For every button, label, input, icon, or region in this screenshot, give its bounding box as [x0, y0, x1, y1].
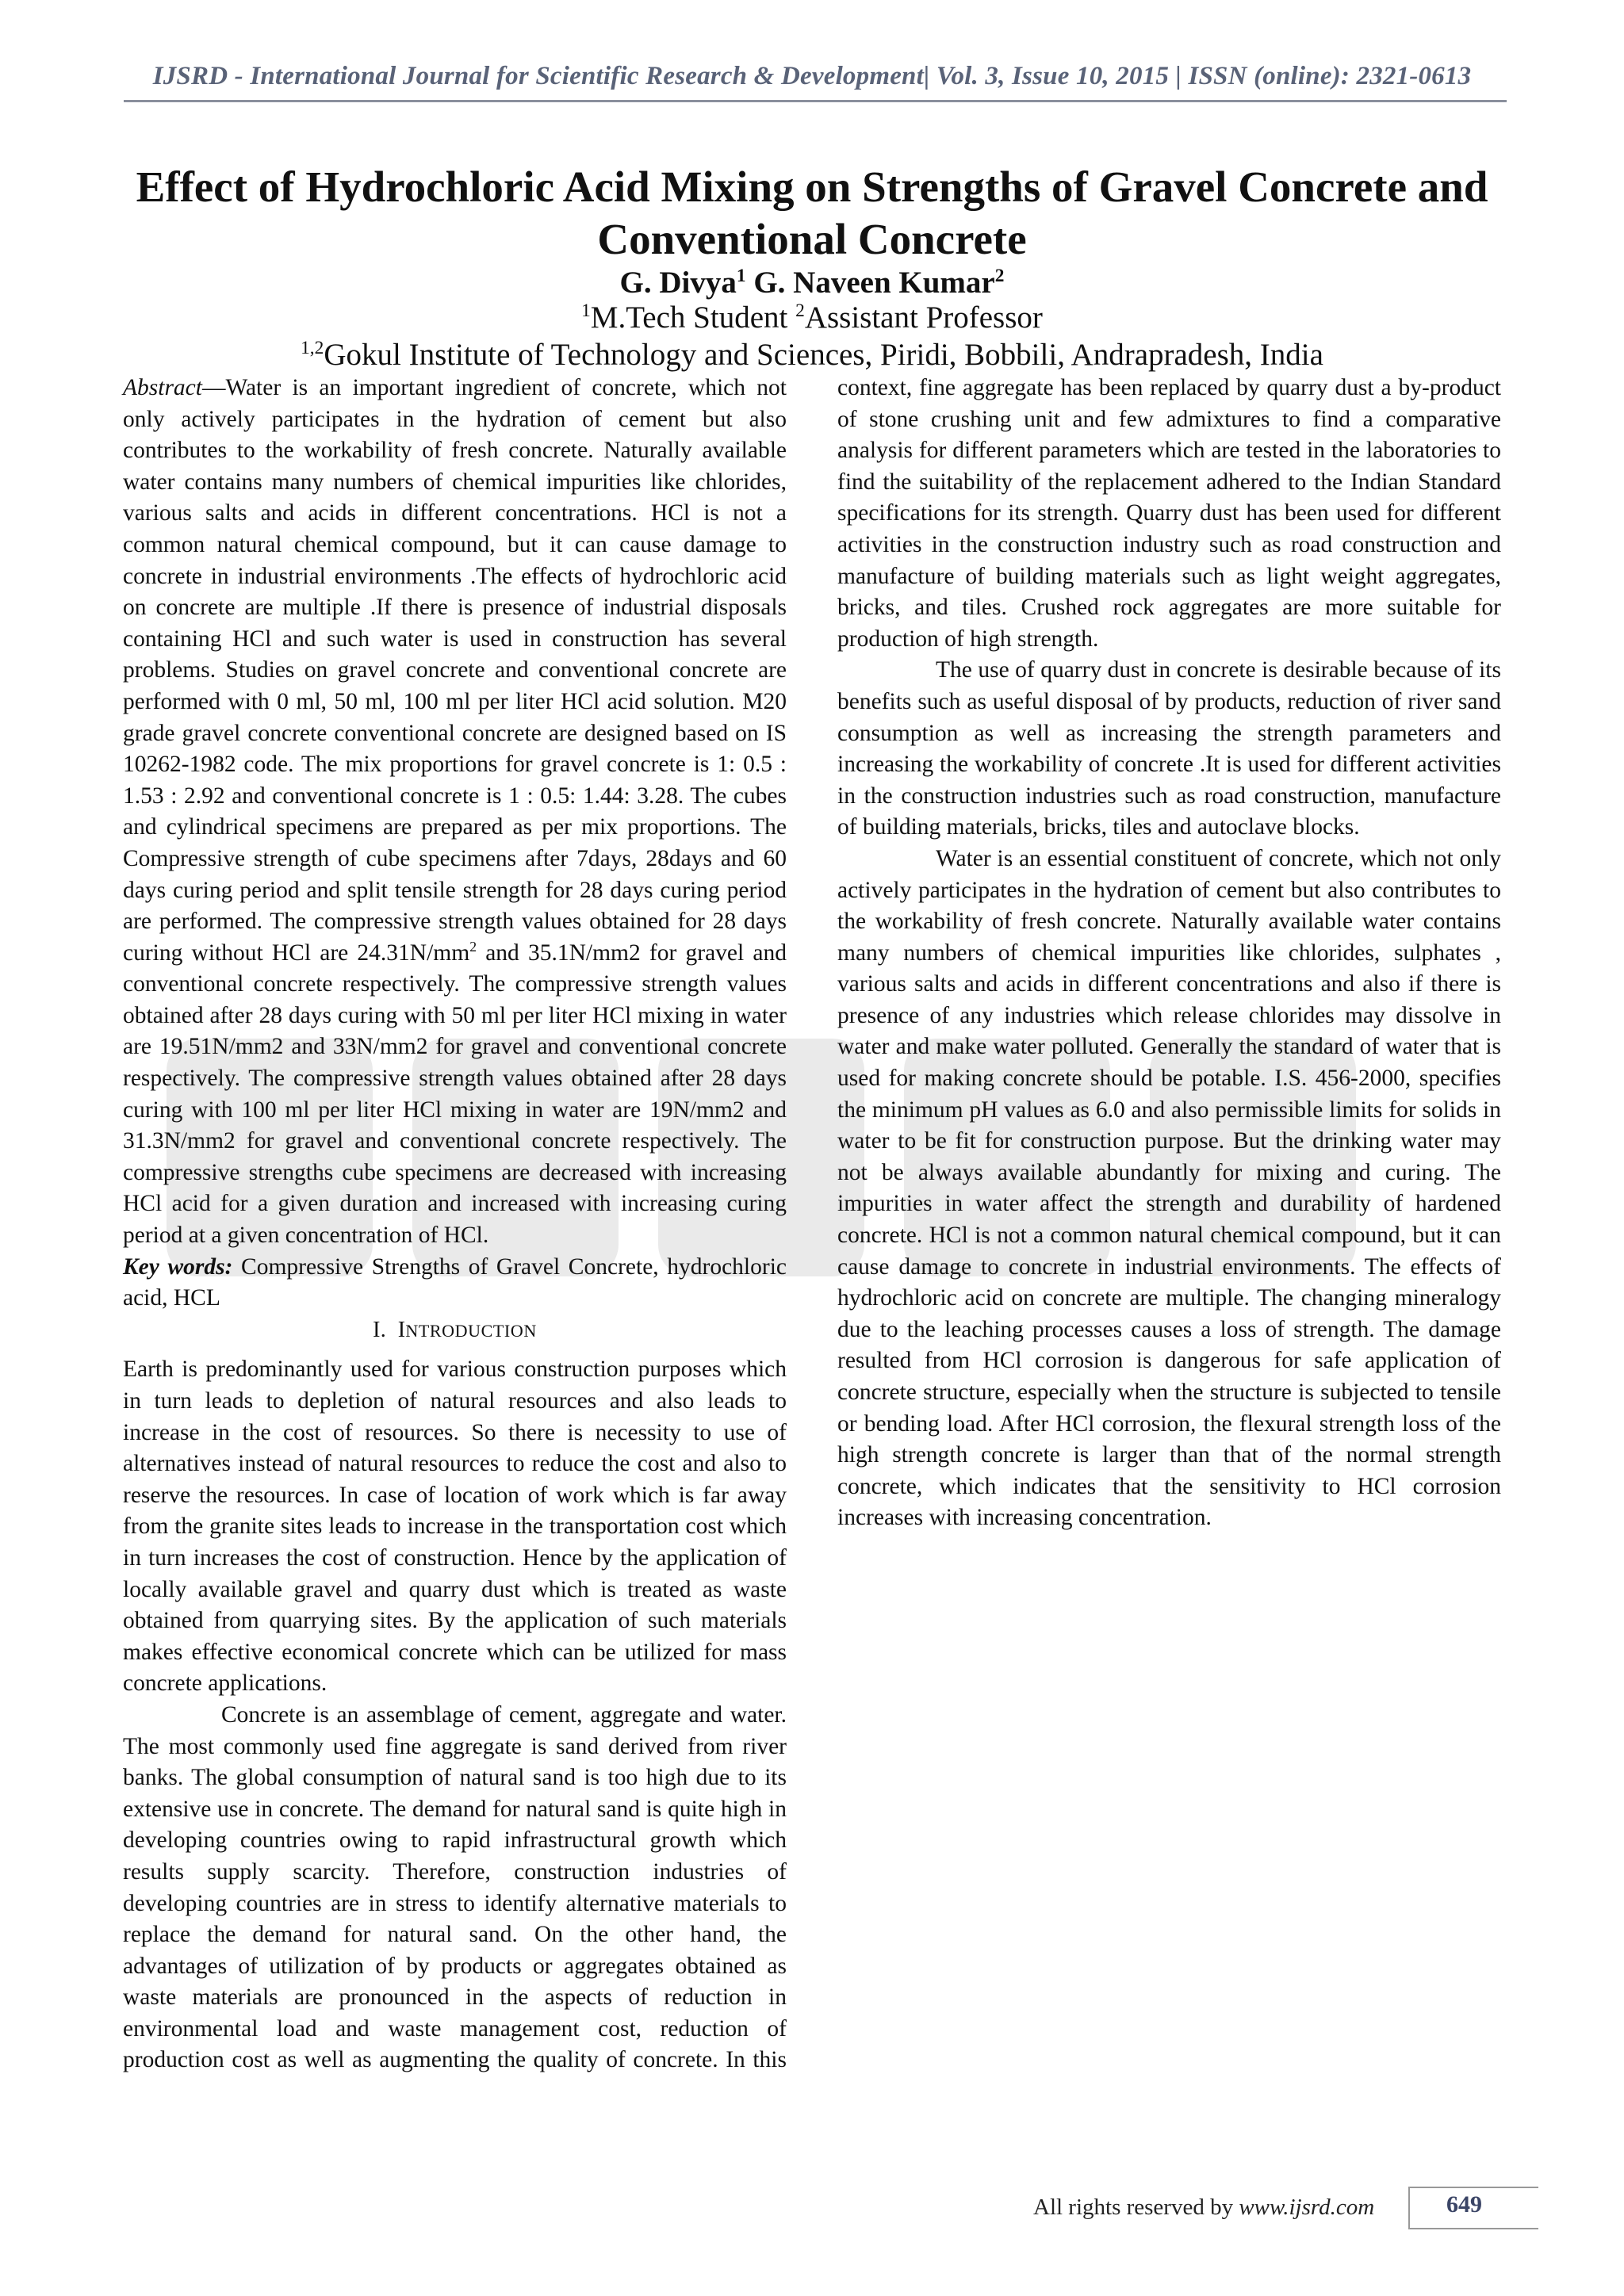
author-roles: [0, 300, 1624, 336]
role-2-sup: 2: [795, 300, 805, 321]
author-1-sup: 1: [736, 266, 746, 286]
abstract-text-2: and 35.1N/mm2 for gravel and conventional concrete respectively. The compressive strength values obtained after 28 days curing with 50 ml per liter HCl mixing in water are 19.51N/mm2 and 33N/mm2 for gravel and conventional concrete respectively. The compressive strength values obtained after 28 days curing with 100 ml per liter HCl mixing in water are 19N/mm2 and 31.3N/mm2 for gravel and conventional concrete respectively. The compressive strengths cube specimens are decreased with increasing HCl acid for a given duration and increased with increasing curing period at a given concentration of HCl.: [123, 939, 787, 1249]
section-heading-introduction: [123, 1314, 787, 1347]
role-1-sup: 1: [581, 300, 591, 321]
page-number: 649: [1446, 2191, 1482, 2218]
keywords: [123, 1252, 787, 1314]
journal-header: IJSRD - International Journal for Scientific Research & Development| Vol. 3, Issue 10, 2015 | ISSN (online): 2321-0613: [152, 62, 1472, 90]
abstract: [123, 373, 787, 1252]
affiliation-sup: 1,2: [301, 338, 324, 358]
paper-title: Effect of Hydrochloric Acid Mixing on Strengths of Gravel Concrete and Conventional Concrete: [136, 163, 1488, 263]
role-2: Assistant Professor: [804, 300, 1043, 335]
affiliation-text: Gokul Institute of Technology and Sciences, Piridi, Bobbili, Andrapradesh, India: [324, 338, 1323, 372]
intro-paragraph-1: Earth is predominantly used for various construction purposes which in turn leads to depletion of natural resources and also leads to increase in the cost of resources. So there is necessity to use of alternatives instead of natural resources to reduce the cost and also to reserve the resources. In case of location of work which is far away from the granite sites leads to increase in the transportation cost which in turn increases the cost of construction. Hence by the application of locally available gravel and quarry dust which is treated as waste obtained from quarrying sites. By the application of such materials makes effective economical concrete which can be utilized for mass concrete applications.: [123, 1357, 787, 1697]
authors: [0, 265, 1624, 301]
abstract-text: —Water is an important ingredient of concrete, which not only actively participates in the hydration of cement but also contributes to the workability of fresh concrete. Naturally available water contains many numbers of chemical impurities like chlorides, various salts and acids in different concentrations. HCl is not a common natural chemical compound, but it can cause damage to concrete in industrial environments .The effects of hydrochloric acid on concrete are multiple .If there is presence of industrial disposals containing HCl and such water is used in construction has several problems. Studies on gravel concrete and conventional concrete are performed with 0 ml, 50 ml, 100 ml per liter HCl acid solution. M20 grade gravel concrete conventional concrete are designed based on IS 10262-1982 code. The mix proportions for gravel concrete is 1: 0.5 : 1.53 : 2.92 and conventional concrete is 1 : 0.5: 1.44: 3.28. The cubes and cylindrical specimens are prepared as per mix proportions. The Compressive strength of cube specimens after 7days, 28days and 60 days curing period and split tensile strength for 28 days curing period are performed. The compressive strength values obtained for 28 days curing without HCl are 24.31N/mm: [123, 375, 787, 966]
author-1: G. Divya: [619, 266, 737, 300]
right-column: [837, 373, 1501, 1534]
footer-site-link[interactable]: www.ijsrd.com: [1239, 2195, 1375, 2220]
intro-paragraph-2: Concrete is an assemblage of cement, aggregate and water. The most commonly used fine aggregate is sand derived from river banks. The global consumption of natural sand is too high due to its extensive use in concrete. The demand for natural sand is quite high in developing countries owing to rapid infrastructural growth which results supply scarcity. Therefore, construction industries of developing countries are in stress to identify alternative materials to replace the demand for natural sand. On the other hand, the advantages of utilization of by products or aggregates obtained as waste materials are pronounced in the aspects of reduction in environmental load and waste management cost, reduction of production cost as well as augmenting the quality of concrete. In this: [123, 1701, 787, 2073]
left-column: [123, 373, 787, 2076]
abstract-sup: 2: [469, 938, 477, 955]
intro-paragraph-3: The use of quarry dust in concrete is desirable because of its benefits such as useful disposal of by products, reduction of river sand consumption as well as increasing the strength parameters and increasing the workability of concrete .It is used for different activities in the construction industries such as road construction, manufacture of building materials, bricks, tiles and autoclave blocks.: [837, 657, 1501, 840]
role-1: M.Tech Student: [590, 300, 788, 335]
section-initial: I: [397, 1317, 406, 1342]
header-rule: [124, 100, 1507, 102]
keywords-label: Key words:: [123, 1253, 233, 1280]
footer-rights-text: All rights reserved by: [1033, 2195, 1239, 2220]
section-rest: NTRODUCTION: [405, 1320, 537, 1341]
section-number: I.: [373, 1317, 387, 1342]
keywords-text: Compressive Strengths of Gravel Concrete, hydrochloric acid, HCL: [123, 1253, 787, 1311]
footer-rights: [1033, 2195, 1374, 2221]
author-2-sup: 2: [994, 266, 1005, 286]
affiliation: [0, 336, 1624, 374]
intro-paragraph-4: Water is an essential constituent of concrete, which not only actively participates in the hydration of cement but also contributes to the workability of fresh concrete. Naturally available water contains many numbers of chemical impurities like chlorides, sulphates , various salts and acids in different concentrations and also if there is presence of any industries which release chlorides may dissolve in water and make water polluted. Generally the standard of water that is used for making concrete should be potable. I.S. 456-2000, specifies the minimum pH values as 6.0 and also permissible limits for solids in water to be fit for construction purpose. But the drinking water may not be always available abundantly for mixing and curing. The impurities in water affect the strength and durability of hardened concrete. HCl is not a common natural chemical compound, but it can cause damage to concrete in industrial environments. The effects of hydrochloric acid on concrete are multiple. The changing mineralogy due to the leaching processes causes a loss of strength. The damage resulted from HCl corrosion is dangerous for safe application of concrete structure, especially when the structure is subjected to tensile or bending load. After HCl corrosion, the flexural strength loss of the high strength concrete is larger than that of the normal strength concrete, which indicates that the sensitivity to HCl corrosion increases with increasing concentration.: [837, 845, 1501, 1531]
abstract-label: Abstract: [123, 375, 202, 400]
author-2: G. Naveen Kumar: [753, 266, 995, 300]
intro-paragraph-2-continued: context, fine aggregate has been replaced by quarry dust a by-product of stone crushing unit and few admixtures to find a comparative analysis for different parameters which are tested in the laboratories to find the suitability of the replacement adhered to the Indian Standard specifications for its strength. Quarry dust has been used for different activities in the construction industry such as road construction and manufacture of building materials such as light weight aggregates, bricks, and tiles. Crushed rock aggregates are more suitable for production of high strength.: [837, 375, 1501, 652]
